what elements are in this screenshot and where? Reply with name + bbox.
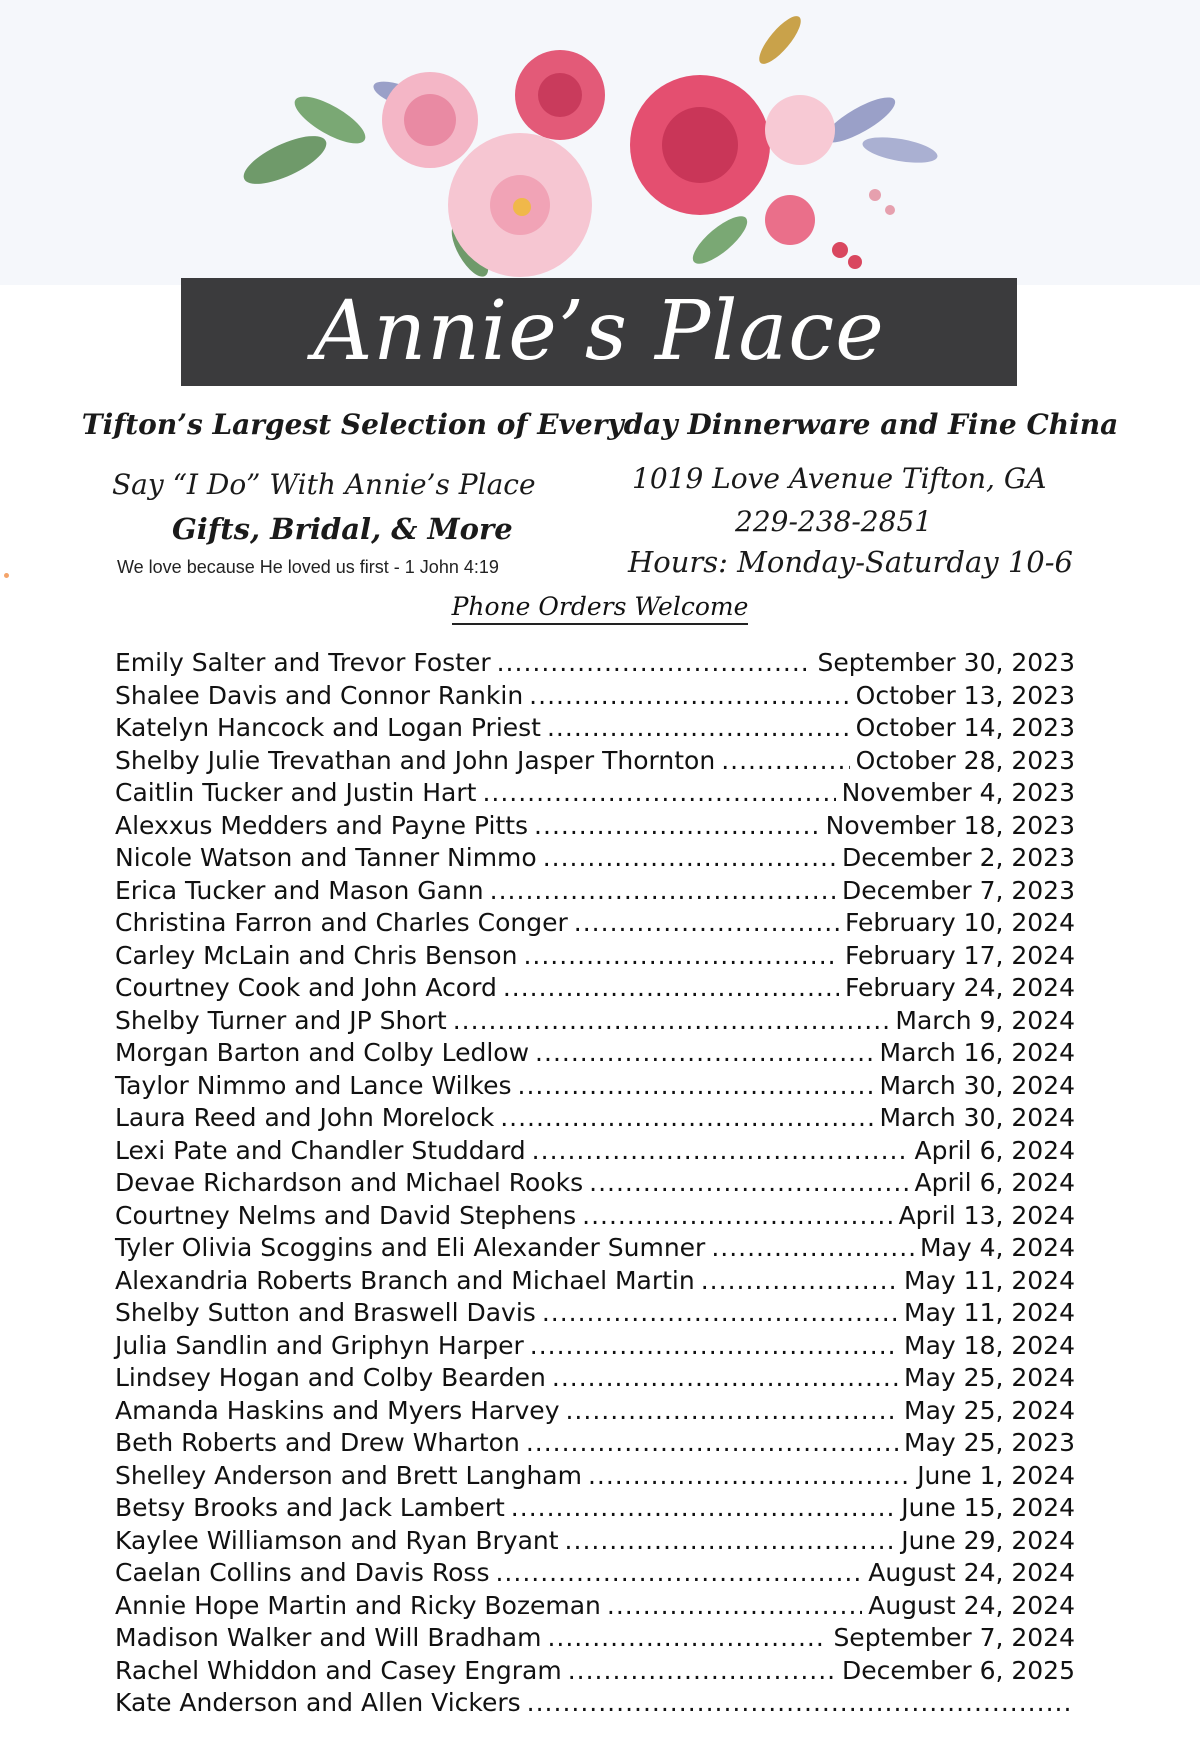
- list-item: [115, 1623, 1075, 1656]
- list-item: [115, 1656, 1075, 1689]
- list-item: [115, 811, 1075, 844]
- list-item: [115, 1526, 1075, 1559]
- dot-leader: [552, 1363, 898, 1392]
- dot-leader: [535, 1038, 873, 1067]
- dot-leader: [588, 1461, 911, 1490]
- list-item: [115, 1363, 1075, 1396]
- dot-leader: [490, 876, 836, 905]
- couple-name: Courtney Nelms and David Stephens: [115, 1200, 577, 1230]
- couple-name: Shelley Anderson and Brett Langham: [115, 1460, 582, 1490]
- couple-name: Tyler Olivia Scoggins and Eli Alexander Sumner: [115, 1233, 706, 1262]
- dot-leader: [453, 1006, 890, 1035]
- couple-name: Alexandria Roberts Branch and Michael Martin: [115, 1265, 695, 1295]
- wedding-date: April 6, 2024: [914, 1168, 1075, 1197]
- list-item: [115, 1201, 1075, 1234]
- tagline: Tifton’s Largest Selection of Everyday Dinnerware and Fine China: [81, 408, 1119, 441]
- couple-name: Lindsey Hogan and Colby Bearden: [115, 1363, 546, 1392]
- wedding-date: December 7, 2023: [841, 875, 1075, 905]
- couple-name: Julia Sandlin and Griphyn Harper: [115, 1330, 524, 1360]
- bridal-registry-list: [115, 648, 1075, 1721]
- list-item: [115, 1558, 1075, 1591]
- list-item: [115, 681, 1075, 714]
- couple-name: Shelby Julie Trevathan and John Jasper Thornton: [115, 745, 716, 775]
- wedding-date: May 11, 2024: [904, 1265, 1075, 1295]
- list-item: [115, 1006, 1075, 1039]
- services-line: Gifts, Bridal, & More: [172, 512, 513, 546]
- wedding-date: February 17, 2024: [844, 940, 1075, 970]
- list-item: [115, 1688, 1075, 1721]
- dot-leader: [565, 1396, 898, 1425]
- dot-leader: [529, 681, 850, 710]
- couple-name: Lexi Pate and Chandler Studdard: [115, 1135, 526, 1165]
- couple-name: Shelby Sutton and Braswell Davis: [115, 1298, 536, 1327]
- wedding-date: February 10, 2024: [844, 908, 1075, 937]
- couple-name: Nicole Watson and Tanner Nimmo: [115, 843, 537, 872]
- wedding-date: September 30, 2023: [817, 648, 1075, 677]
- shop-name-title: Annie’s Place: [313, 284, 885, 379]
- list-item: [115, 876, 1075, 909]
- wedding-date: March 9, 2024: [895, 1005, 1075, 1035]
- dot-leader: [543, 843, 836, 872]
- list-item: [115, 648, 1075, 681]
- couple-name: Alexxus Medders and Payne Pitts: [115, 810, 529, 840]
- list-item: [115, 1396, 1075, 1429]
- wedding-date: March 16, 2024: [879, 1038, 1075, 1067]
- wedding-date: November 4, 2023: [841, 778, 1075, 807]
- wedding-date: May 11, 2024: [904, 1298, 1075, 1327]
- list-item: [115, 941, 1075, 974]
- wedding-date: March 30, 2024: [879, 1070, 1075, 1100]
- flower-bouquet-icon: [0, 0, 1200, 285]
- list-item: [115, 1038, 1075, 1071]
- dot-leader: [497, 648, 812, 677]
- dot-leader: [534, 811, 820, 840]
- list-item: [115, 1071, 1075, 1104]
- wedding-date: May 4, 2024: [919, 1233, 1075, 1262]
- wedding-date: December 2, 2023: [841, 843, 1075, 872]
- list-item: [115, 1136, 1075, 1169]
- store-hours: Hours: Monday-Saturday 10-6: [628, 545, 1073, 579]
- dot-leader: [526, 1428, 898, 1457]
- list-item: [115, 1266, 1075, 1299]
- couple-name: Christina Farron and Charles Conger: [115, 908, 568, 937]
- list-item: [115, 1168, 1075, 1201]
- dot-leader: [518, 1071, 874, 1100]
- wedding-date: October 13, 2023: [855, 680, 1075, 710]
- dot-leader: [530, 1331, 898, 1360]
- dot-leader: [574, 908, 839, 937]
- dot-leader: [701, 1266, 898, 1295]
- dot-leader: [547, 713, 850, 742]
- couple-name: Shelby Turner and JP Short: [115, 1005, 447, 1035]
- phone-orders-label: Phone Orders Welcome: [452, 592, 749, 625]
- wedding-date: April 6, 2024: [914, 1135, 1075, 1165]
- couple-name: Beth Roberts and Drew Wharton: [115, 1428, 520, 1457]
- couple-name: Annie Hope Martin and Ricky Bozeman: [115, 1590, 601, 1620]
- wedding-date: May 18, 2024: [904, 1330, 1075, 1360]
- dot-leader: [721, 746, 849, 775]
- wedding-date: September 7, 2024: [833, 1623, 1075, 1652]
- list-item: [115, 1493, 1075, 1526]
- wedding-date: August 24, 2024: [868, 1558, 1075, 1587]
- couple-name: Kate Anderson and Allen Vickers: [115, 1688, 521, 1717]
- wedding-date: May 25, 2024: [904, 1363, 1075, 1392]
- list-item: [115, 1591, 1075, 1624]
- list-item: [115, 843, 1075, 876]
- couple-name: Shalee Davis and Connor Rankin: [115, 680, 524, 710]
- dot-leader: [547, 1623, 827, 1652]
- wedding-date: June 29, 2024: [901, 1525, 1075, 1555]
- list-item: [115, 1331, 1075, 1364]
- wedding-date: March 30, 2024: [879, 1103, 1075, 1132]
- dot-leader: [527, 1688, 1069, 1717]
- dot-leader: [495, 1558, 862, 1587]
- couple-name: Laura Reed and John Morelock: [115, 1103, 495, 1132]
- couple-name: Amanda Haskins and Myers Harvey: [115, 1395, 560, 1425]
- bible-verse: We love because He loved us first - 1 John 4:19: [117, 557, 499, 577]
- wedding-date: June 1, 2024: [917, 1460, 1075, 1490]
- list-item: [115, 1461, 1075, 1494]
- wedding-date: December 6, 2025: [841, 1655, 1075, 1685]
- title-banner: [181, 278, 1017, 386]
- couple-name: Courtney Cook and John Acord: [115, 973, 497, 1002]
- list-item: [115, 973, 1075, 1006]
- wedding-date: October 14, 2023: [855, 713, 1075, 742]
- couple-name: Katelyn Hancock and Logan Priest: [115, 713, 541, 742]
- wedding-date: May 25, 2023: [904, 1428, 1075, 1457]
- dot-leader: [523, 941, 838, 970]
- floral-header-illustration: [0, 0, 1200, 285]
- phone-number: 229-238-2851: [735, 505, 933, 538]
- wedding-date: May 25, 2024: [904, 1395, 1075, 1425]
- list-item: [115, 1103, 1075, 1136]
- dot-leader: [503, 973, 839, 1002]
- list-item: [115, 746, 1075, 779]
- couple-name: Caitlin Tucker and Justin Hart: [115, 778, 477, 807]
- couple-name: Taylor Nimmo and Lance Wilkes: [115, 1070, 512, 1100]
- list-item: [115, 1428, 1075, 1461]
- couple-name: Devae Richardson and Michael Rooks: [115, 1168, 584, 1197]
- dot-leader: [542, 1298, 898, 1327]
- couple-name: Caelan Collins and Davis Ross: [115, 1558, 490, 1587]
- couple-name: Madison Walker and Will Bradham: [115, 1623, 542, 1652]
- list-item: [115, 908, 1075, 941]
- couple-name: Betsy Brooks and Jack Lambert: [115, 1493, 505, 1522]
- wedding-date: February 24, 2024: [844, 973, 1075, 1002]
- list-item: [115, 778, 1075, 811]
- dot-leader: [589, 1168, 908, 1197]
- couple-name: Rachel Whiddon and Casey Engram: [115, 1655, 562, 1685]
- address: 1019 Love Avenue Tifton, GA: [632, 462, 1047, 495]
- couple-name: Kaylee Williamson and Ryan Bryant: [115, 1525, 559, 1555]
- dot-leader: [511, 1493, 895, 1522]
- wedding-date: August 24, 2024: [868, 1590, 1075, 1620]
- dot-leader: [568, 1656, 836, 1685]
- dot-leader: [532, 1136, 909, 1165]
- decorative-dot: [4, 573, 9, 578]
- phone-orders-heading: [0, 592, 1200, 621]
- list-item: [115, 713, 1075, 746]
- wedding-date: November 18, 2023: [825, 810, 1075, 840]
- left-slogan: Say “I Do” With Annie’s Place: [112, 468, 536, 501]
- dot-leader: [711, 1233, 914, 1262]
- dot-leader: [582, 1201, 892, 1230]
- couple-name: Morgan Barton and Colby Ledlow: [115, 1038, 530, 1067]
- couple-name: Carley McLain and Chris Benson: [115, 940, 518, 970]
- couple-name: Erica Tucker and Mason Gann: [115, 875, 484, 905]
- couple-name: Emily Salter and Trevor Foster: [115, 648, 491, 677]
- wedding-date: October 28, 2023: [855, 745, 1075, 775]
- wedding-date: April 13, 2024: [898, 1200, 1075, 1230]
- dot-leader: [565, 1526, 896, 1555]
- list-item: [115, 1233, 1075, 1266]
- list-item: [115, 1298, 1075, 1331]
- wedding-date: June 15, 2024: [901, 1493, 1075, 1522]
- dot-leader: [607, 1591, 862, 1620]
- dot-leader: [482, 778, 835, 807]
- dot-leader: [500, 1103, 873, 1132]
